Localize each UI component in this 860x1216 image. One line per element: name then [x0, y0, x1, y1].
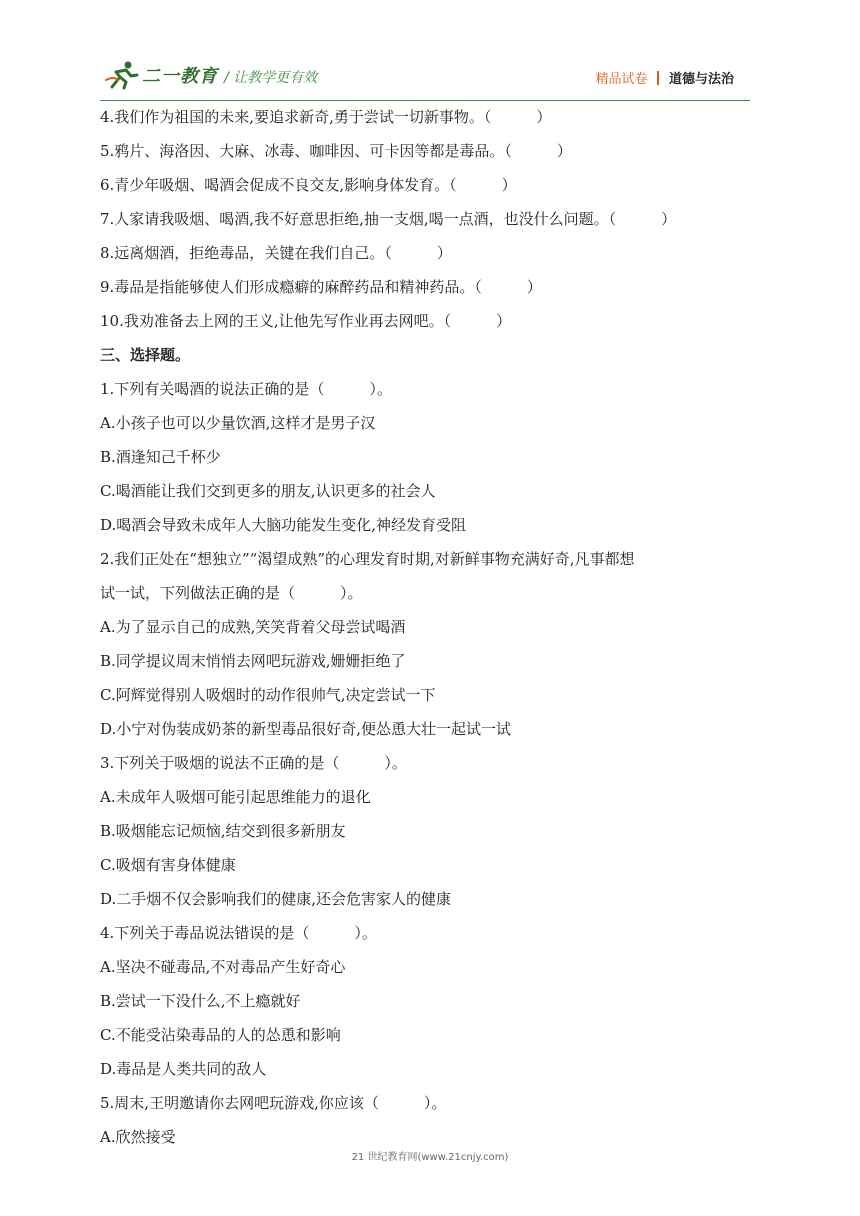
runner-logo-icon [104, 60, 140, 90]
question-line: C.阿辉觉得别人吸烟时的动作很帅气,决定尝试一下 [100, 686, 436, 704]
question-line: C.不能受沾染毒品的人的怂恿和影响 [100, 1026, 341, 1044]
question-line: 4.我们作为祖国的未来,要追求新奇,勇于尝试一切新事物。（ ） [100, 108, 552, 126]
question-line: D.小宁对伪装成奶茶的新型毒品很好奇,便怂恿大壮一起试一试 [100, 720, 512, 738]
question-line: A.欣然接受 [100, 1128, 176, 1146]
question-line: A.坚决不碰毒品,不对毒品产生好奇心 [100, 958, 346, 976]
question-line: 5.周末,王明邀请你去网吧玩游戏,你应该（ ）。 [100, 1094, 447, 1112]
question-line: 5.鸦片、海洛因、大麻、冰毒、咖啡因、可卡因等都是毒品。（ ） [100, 142, 572, 160]
question-line: D.二手烟不仅会影响我们的健康,还会危害家人的健康 [100, 890, 452, 908]
question-line: B.酒逢知己千杯少 [100, 448, 221, 466]
question-line: A.未成年人吸烟可能引起思维能力的退化 [100, 788, 371, 806]
subject-label: 道德与法治 [668, 72, 734, 87]
paper-tag: 精品试卷 [595, 72, 648, 87]
page-footer: 21 世纪教育网(www.21cnjy.com) [351, 1152, 509, 1163]
question-line: B.同学提议周末悄悄去网吧玩游戏,姗姗拒绝了 [100, 652, 406, 670]
question-line: 1.下列有关喝酒的说法正确的是（ ）。 [100, 380, 392, 398]
question-line: C.吸烟有害身体健康 [100, 856, 236, 874]
header-divider [657, 71, 659, 85]
question-line: A.小孩子也可以少量饮酒,这样才是男子汉 [100, 414, 376, 432]
question-line: A.为了显示自己的成熟,笑笑背着父母尝试喝酒 [100, 618, 406, 636]
question-line: B.吸烟能忘记烦恼,结交到很多新朋友 [100, 822, 346, 840]
question-line: D.喝酒会导致未成年人大脑功能发生变化,神经发育受阻 [100, 516, 467, 534]
question-line: 8.远离烟酒，拒绝毒品，关键在我们自己。（ ） [100, 244, 452, 262]
question-line: D.毒品是人类共同的敌人 [100, 1060, 267, 1078]
question-line: 4.下列关于毒品说法错误的是（ ）。 [100, 924, 377, 942]
page-header [100, 54, 750, 101]
question-line: 7.人家请我吸烟、喝酒,我不好意思拒绝,抽一支烟,喝一点酒，也没什么问题。（ ） [100, 210, 677, 228]
section-heading: 三、选择题。 [100, 346, 191, 364]
question-line: 3.下列关于吸烟的说法不正确的是（ ）。 [100, 754, 407, 772]
question-line: 6.青少年吸烟、喝酒会促成不良交友,影响身体发育。（ ） [100, 176, 517, 194]
logo [104, 58, 218, 92]
slogan: / 让教学更有效 [224, 70, 318, 86]
question-line: C.喝酒能让我们交到更多的朋友,认识更多的社会人 [100, 482, 436, 500]
question-line: B.尝试一下没什么,不上瘾就好 [100, 992, 301, 1010]
question-line: 2.我们正处在“想独立”“渴望成熟”的心理发育时期,对新鲜事物充满好奇,凡事都想 [100, 550, 635, 568]
question-line: 10.我劝准备去上网的王义,让他先写作业再去网吧。（ ） [100, 312, 512, 330]
logo-text: 二一教育 [142, 66, 218, 87]
document-body [100, 100, 770, 1154]
question-line: 试一试，下列做法正确的是（ ）。 [100, 584, 363, 602]
question-line: 9.毒品是指能够使人们形成瘾癖的麻醉药品和精神药品。（ ） [100, 278, 542, 296]
header-right [595, 68, 734, 87]
